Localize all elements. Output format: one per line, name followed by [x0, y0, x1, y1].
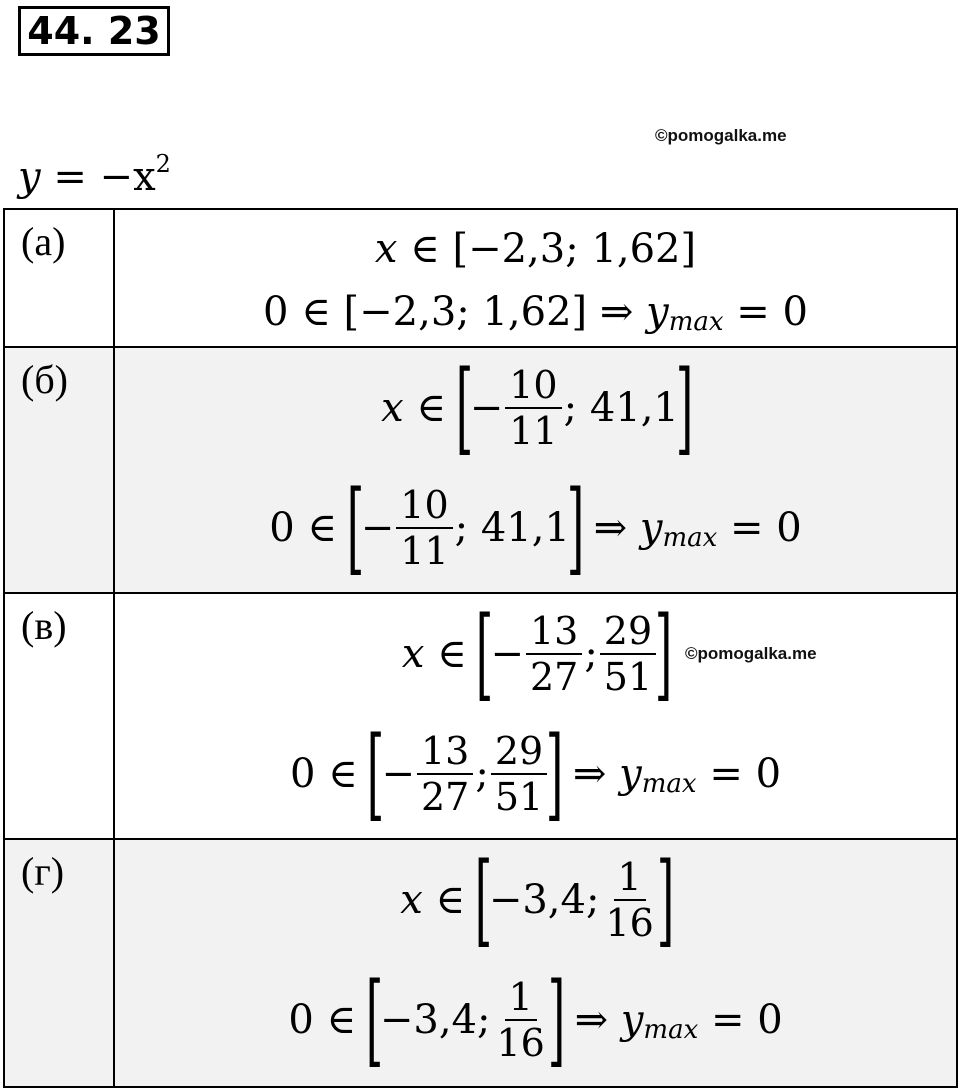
result-line: 0 ∈ [ − $\frac{13}{27}$ ; $\frac{29}{51}$ ] ⇒ y max = 0: [289, 715, 782, 832]
domain-line: x ∈ [ −3,4 ; $\frac{1}{16}$ ]: [400, 841, 675, 958]
result-line: 0 ∈ [ − $\frac{10}{11}$ ; 41,1 ] ⇒ y max = 0: [269, 469, 802, 586]
result-line: 0 ∈ [ −2,3 ; 1,62 ] ⇒ y max = 0: [263, 289, 808, 337]
row-content: [114, 839, 957, 1087]
domain-line: x ∈ [ − $\frac{13}{27}$ ; $\frac{29}{51}$ ]: [401, 595, 673, 712]
row-label: (б): [4, 347, 114, 593]
row-a: [4, 209, 957, 347]
domain-line: x ∈ [ − $\frac{10}{11}$ ; 41,1 ]: [381, 349, 694, 466]
row-c: [4, 593, 957, 839]
row-content: [114, 347, 957, 593]
watermark-inline: ©pomogalka.me: [685, 644, 817, 663]
row-content: [114, 209, 957, 347]
row-label: (а): [4, 209, 114, 347]
row-content: [114, 593, 957, 839]
row-b: [4, 347, 957, 593]
task-number: 44. 23: [18, 6, 170, 56]
domain-line: x ∈ [ −2,3 ; 1,62 ]: [374, 226, 697, 272]
function-formula: $y = -x^2$: [18, 150, 171, 200]
row-label: (г): [4, 839, 114, 1087]
watermark-top: ©pomogalka.me: [655, 126, 787, 145]
solution-table: [3, 208, 958, 1088]
result-line: 0 ∈ [ −3,4 ; $\frac{1}{16}$ ] ⇒ y max = 0: [288, 961, 783, 1078]
row-label: (в): [4, 593, 114, 839]
row-d: [4, 839, 957, 1087]
